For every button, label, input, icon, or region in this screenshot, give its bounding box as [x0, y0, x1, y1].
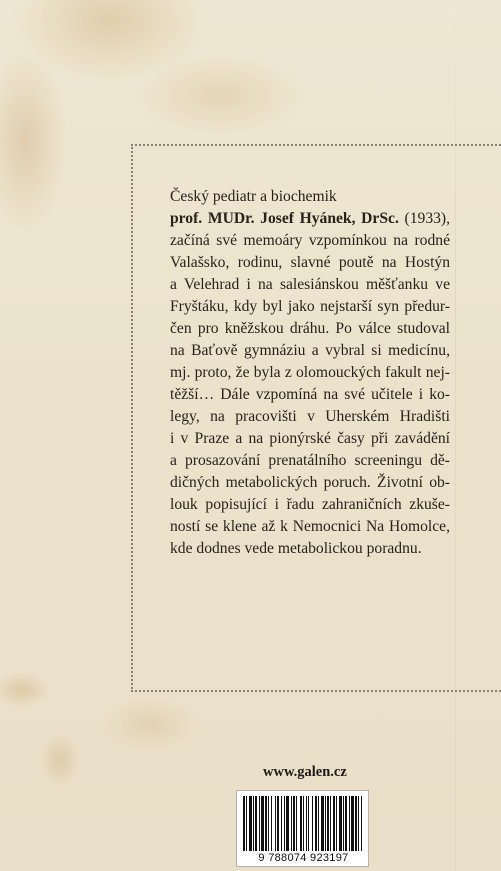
barcode-bar — [261, 796, 264, 851]
barcode-bar — [336, 796, 337, 851]
barcode-bar — [358, 796, 359, 851]
publisher-website: www.galen.cz — [263, 764, 347, 780]
blurb-author-line — [170, 208, 450, 230]
barcode-bar — [325, 796, 326, 851]
barcode-bar — [259, 796, 260, 851]
barcode-bar — [284, 796, 285, 851]
barcode-bar — [303, 796, 304, 851]
barcode-bar — [271, 796, 272, 851]
blurb-line: mj. proto, že byla z olomouckých fakult nej- — [170, 364, 450, 381]
barcode-bar — [300, 796, 302, 851]
barcode-bar — [321, 796, 324, 851]
barcode-bar — [253, 796, 254, 851]
barcode-bar — [349, 796, 350, 851]
barcode-bar — [306, 796, 307, 851]
barcode-bar — [296, 796, 297, 851]
blurb-line: louk popisující i řadu zahraničních zkuše- — [170, 496, 450, 513]
author-years: (1933), — [398, 210, 451, 227]
blurb-line: Valašsko, rodinu, slavné poutě na Hostýn — [170, 254, 450, 271]
blurb-line: čen pro kněžskou dráhu. Po válce studoval — [170, 320, 450, 337]
blurb-line: legy, na pracovišti v Uherském Hradišti — [170, 408, 450, 425]
blurb-line: kde dodnes vede metabolickou poradnu. — [170, 540, 422, 557]
barcode-bar — [345, 796, 347, 851]
barcode-bar — [339, 796, 342, 851]
barcode-bar — [249, 796, 252, 851]
blurb-line: Český pediatr a biochemik — [170, 188, 337, 205]
barcode-bar — [330, 796, 331, 851]
blurb-line: na Baťově gymnáziu a vybral si medicínu, — [170, 342, 450, 359]
barcode-bar — [281, 796, 282, 851]
barcode-bar — [327, 796, 329, 851]
barcode-bar — [255, 796, 257, 851]
isbn-barcode — [236, 790, 369, 867]
barcode-bars — [243, 796, 364, 851]
blurb-text — [170, 186, 450, 560]
barcode-bar — [315, 796, 317, 851]
barcode-bar — [351, 796, 354, 851]
barcode-bar — [265, 796, 267, 851]
barcode-bar — [243, 796, 245, 851]
blurb-line: těžší… Dále vzpomíná na své učitele i ko- — [170, 386, 450, 403]
author-name: prof. MUDr. Josef Hyánek, DrSc. — [170, 210, 399, 227]
blurb-line: i v Praze a na pionýrské časy při zavádění — [170, 430, 450, 447]
barcode-bar — [286, 796, 289, 851]
isbn-number: 9 788074 923197 — [258, 852, 349, 864]
barcode-bar — [333, 796, 335, 851]
barcode-bar — [275, 796, 276, 851]
barcode-bar — [293, 796, 295, 851]
barcode-bar — [355, 796, 357, 851]
barcode-bar — [343, 796, 344, 851]
barcode-bar — [246, 796, 247, 851]
blurb-line: ností se klene až k Nemocnici Na Homolce, — [170, 518, 450, 535]
blurb-line: a Velehrad i na salesiánskou měšťanku ve — [170, 276, 450, 293]
barcode-bar — [308, 796, 309, 851]
barcode-bar — [312, 796, 313, 851]
blurb-line: a prosazování prenatálního screeningu dě- — [170, 452, 450, 469]
blurb-line: začíná své memoáry vzpomínkou na rodné — [170, 232, 450, 249]
barcode-bar — [318, 796, 319, 851]
barcode-bar — [361, 796, 362, 851]
blurb-line: dičných metabolických poruch. Životní ob- — [170, 474, 450, 491]
barcode-bar — [268, 796, 269, 851]
barcode-bar — [277, 796, 279, 851]
blurb-line: Fryštáku, kdy byl jako nejstarší syn předur- — [170, 298, 450, 315]
barcode-bar — [291, 796, 292, 851]
